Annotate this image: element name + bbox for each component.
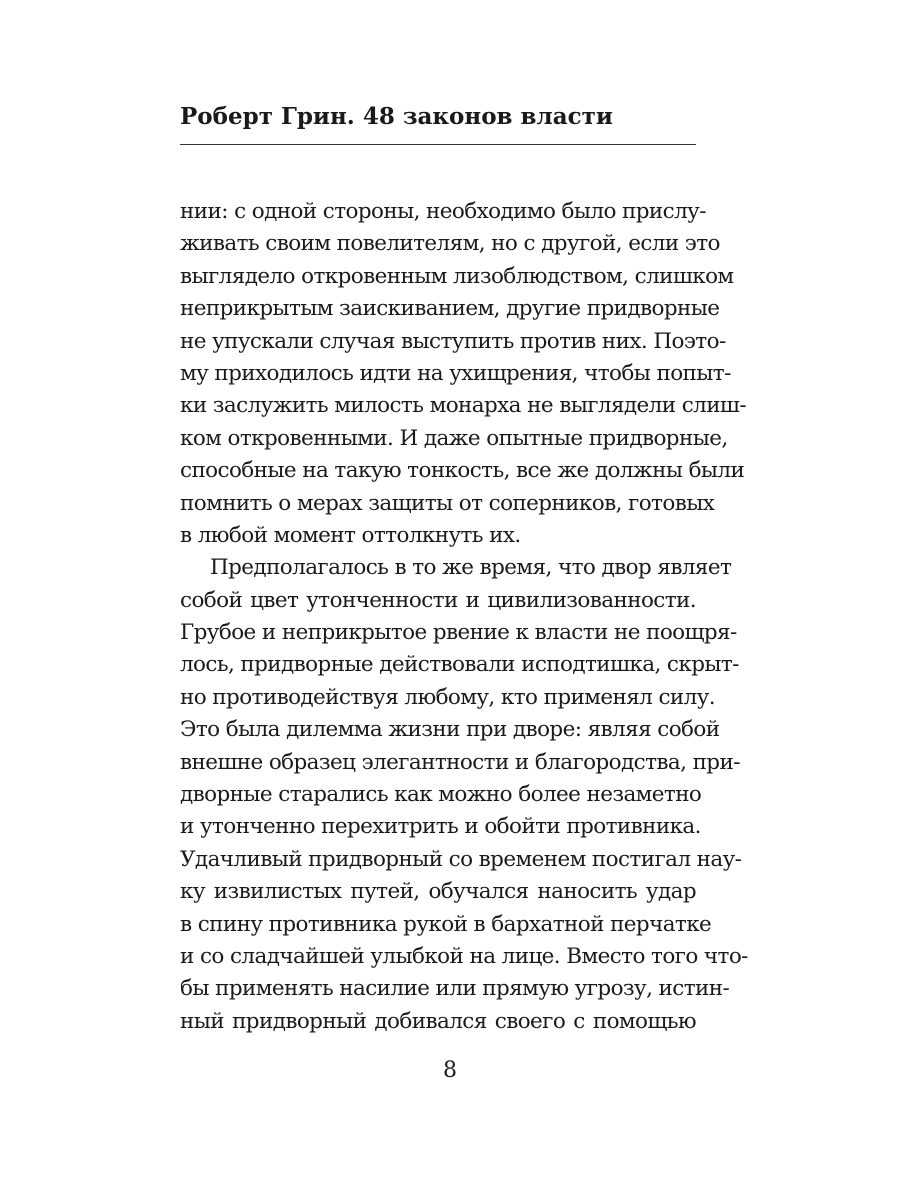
- body-text: [180, 196, 748, 1038]
- text-line: неприкрытым заискиванием, другие придворные: [180, 296, 720, 322]
- text-line: му приходилось идти на ухищрения, чтобы попыт-: [180, 360, 731, 386]
- text-line: собой цвет утонченности и цивилизованности.: [180, 587, 696, 613]
- text-line: ный придворный добивался своего с помощью: [180, 1008, 696, 1034]
- text-line: Грубое и неприкрытое рвение к власти не поощря-: [180, 620, 737, 646]
- text-line: ки заслужить милость монарха не выглядели слиш-: [180, 393, 746, 419]
- paragraph-2: [180, 552, 748, 1038]
- paragraph-1: [180, 196, 746, 552]
- text-line: и со сладчайшей улыбкой на лице. Вместо того что-: [180, 943, 748, 969]
- text-line: не упускали случая выступить против них. Поэто-: [180, 328, 726, 354]
- text-line: выглядело откровенным лизоблюдством, слишком: [180, 263, 734, 289]
- page-number: 8: [443, 1058, 457, 1083]
- text-line: ком откровенными. И даже опытные придворные,: [180, 425, 728, 451]
- text-line: способные на такую тонкость, все же должны были: [180, 458, 745, 484]
- text-line: Предполагалось в то же время, что двор являет: [210, 555, 732, 581]
- text-line: внешне образец элегантности и благородства, при-: [180, 749, 740, 775]
- text-line: дворные старались как можно более незаметно: [180, 782, 702, 808]
- text-line: но противодействуя любому, кто применял силу.: [180, 684, 715, 710]
- text-line: бы применять насилие или прямую угрозу, истин-: [180, 976, 730, 1002]
- text-line: в спину противника рукой в бархатной перчатке: [180, 911, 712, 937]
- text-line: в любой момент оттолкнуть их.: [180, 522, 521, 548]
- text-line: лось, придворные действовали исподтишка, скрыт-: [180, 652, 739, 678]
- text-line: Это была дилемма жизни при дворе: являя собой: [180, 717, 720, 743]
- text-line: нии: с одной стороны, необходимо было прислу-: [180, 199, 706, 224]
- text-line: помнить о мерах защиты от соперников, готовых: [180, 490, 715, 516]
- running-head: Роберт Грин. 48 законов власти: [180, 103, 613, 130]
- text-line: и утонченно перехитрить и обойти противника.: [180, 814, 701, 840]
- text-line: Удачливый придворный со временем постигал нау-: [180, 846, 742, 872]
- text-line: живать своим повелителям, но с другой, если это: [180, 231, 720, 257]
- text-line: ку извилистых путей, обучался наносить удар: [180, 879, 696, 905]
- header-rule: [180, 144, 696, 145]
